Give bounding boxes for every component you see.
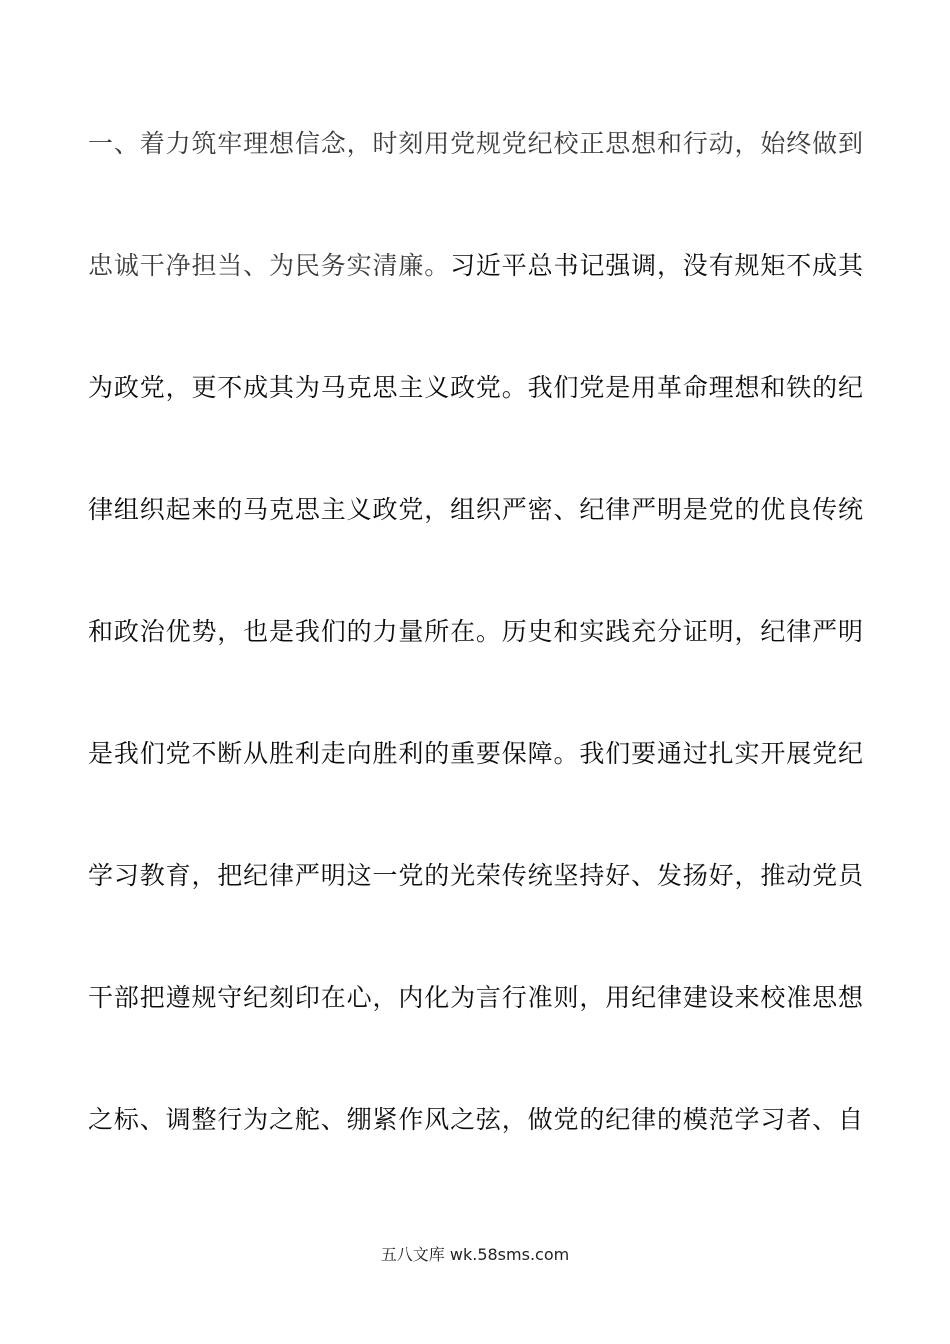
text-line-4: 律组织起来的马克思主义政党，组织严密、纪律严明是党的优良传统 [88,495,863,524]
text-line-7: 学习教育，把纪律严明这一党的光荣传统坚持好、发扬好，推动党员 [88,861,863,890]
text-line-6: 是我们党不断从胜利走向胜利的重要保障。我们要通过扎实开展党纪 [88,739,863,768]
footer-watermark: 五八文库 wk.58sms.com [380,1245,570,1264]
text-line-9: 之标、调整行为之舵、绷紧作风之弦，做党的纪律的模范学习者、自 [88,1105,863,1134]
text-line-5: 和政治优势，也是我们的力量所在。历史和实践充分证明，纪律严明 [88,617,863,646]
text-line-3: 为政党，更不成其为马克思主义政党。我们党是用革命理想和铁的纪 [88,373,863,402]
text-line-2-body-part: 习近平总书记强调，没有规矩不成其 [450,251,863,280]
text-line-2 [88,249,863,283]
text-line-1: 一、着力筑牢理想信念，时刻用党规党纪校正思想和行动，始终做到 [88,129,863,158]
text-line-8: 干部把遵规守纪刻印在心，内化为言行准则，用纪律建设来校准思想 [88,983,863,1012]
text-line-2-heading-part: 忠诚干净担当、为民务实清廉。 [88,251,451,280]
